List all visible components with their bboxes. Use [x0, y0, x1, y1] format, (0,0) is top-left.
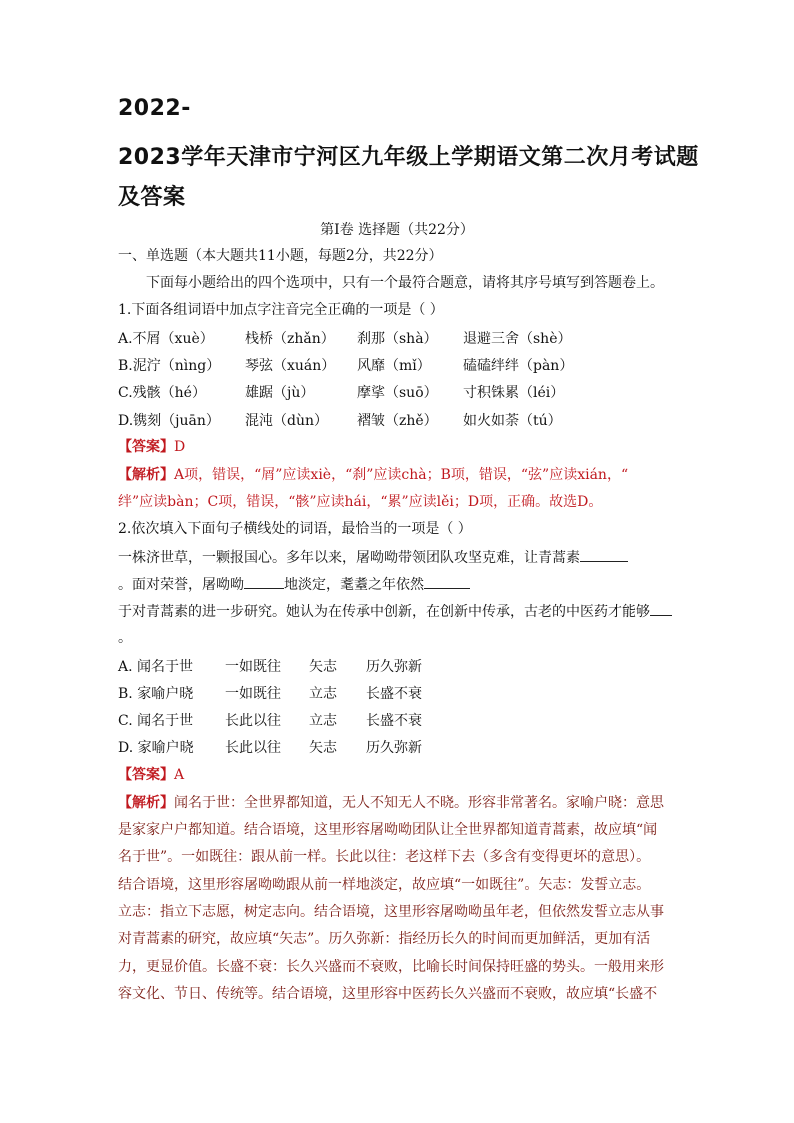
q2-option-d-4: 历久弥新: [366, 740, 422, 756]
q2-option-a-3: 矢志: [309, 659, 337, 675]
part-one-instruction: 下面每小题给出的四个选项中，只有一个最符合题意，请将其序号填写到答题卷上。: [146, 275, 664, 291]
q2-analysis-line-7: 力，更显价值。长盛不衰：长久兴盛而不衰败，比喻长时间保持旺盛的势头。一般用来形: [118, 959, 664, 975]
q1-option-a-1: A.不屑（xuè）: [118, 331, 214, 347]
q2-option-c-3: 立志: [309, 713, 337, 729]
q2-answer: [118, 765, 184, 785]
q2-passage-text-1: 一株济世草，一颗报国心。多年以来，屠呦呦带领团队攻坚克难，让青蒿素: [118, 550, 580, 566]
q2-option-b-3: 立志: [309, 686, 337, 702]
q2-analysis-line-6: 对青蒿素的研究，故应填“矢志”。历久弥新：指经历长久的时间而更加鲜活，更加有活: [118, 931, 651, 947]
q2-analysis-line-1: [118, 793, 664, 813]
q2-passage-text-2a: 。面对荣誉，屠呦呦: [118, 577, 244, 593]
q2-option-a-2: 一如既往: [225, 659, 281, 675]
document-title-line-3: 及答案: [118, 185, 186, 210]
q2-answer-value: A: [174, 767, 185, 783]
q1-option-c-2: 雄踞（jù）: [245, 385, 315, 401]
q2-analysis-line-4: 结合语境，这里形容屠呦呦跟从前一样地淡定，故应填“一如既往”。矢志：发誓立志。: [118, 877, 651, 893]
q1-option-b-4: 磕磕绊绊（pàn）: [463, 358, 574, 374]
q2-stem: 2.依次填入下面句子横线处的词语，最恰当的一项是（ ）: [118, 521, 472, 537]
q1-option-d-3: 褶皱（zhě）: [357, 413, 438, 429]
q1-option-a-3: 刹那（shà）: [357, 331, 438, 347]
q1-analysis-label: 【解析】: [118, 467, 174, 483]
q1-option-a-4: 退避三舍（shè）: [463, 331, 572, 347]
q1-option-a-2: 栈桥（zhǎn）: [245, 331, 335, 347]
q2-option-b-2: 一如既往: [225, 686, 281, 702]
q2-analysis-line-5: 立志：指立下志愿，树定志向。结合语境，这里形容屠呦呦虽年老，但依然发誓立志从事: [118, 904, 664, 920]
q1-analysis-line-2: 绊”应读bàn；C项，错误，“骸”应读hái，“累”应读lěi；D项，正确。故选D。: [118, 494, 603, 510]
q1-answer-value: D: [174, 439, 186, 455]
q1-option-b-2: 琴弦（xuán）: [245, 358, 336, 374]
q1-stem: 1.下面各组词语中加点字注音完全正确的一项是（ ）: [118, 302, 444, 318]
q2-analysis-label: 【解析】: [118, 795, 174, 811]
q2-option-d-3: 矢志: [309, 740, 337, 756]
q2-option-b-4: 长盛不衰: [366, 686, 422, 702]
q2-option-a-4: 历久弥新: [366, 659, 422, 675]
q1-option-d-1: D.镌刻（juān）: [118, 413, 220, 429]
q2-option-c-1: C. 闻名于世: [118, 713, 194, 729]
q1-analysis-text-1: A项，错误，“屑”应读xiè，“刹”应读chà；B项，错误，“弦”应读xián，“: [174, 467, 629, 483]
q1-analysis-line-1: [118, 465, 628, 485]
q2-option-c-2: 长此以往: [225, 713, 281, 729]
document-title-line-1: 2022-: [118, 96, 191, 121]
q2-option-b-1: B. 家喻户晓: [118, 686, 194, 702]
q1-option-c-3: 摩挲（suō）: [357, 385, 438, 401]
q2-passage-line-2: [118, 574, 470, 595]
q1-option-d-4: 如火如荼（tú）: [463, 413, 562, 429]
q1-answer: [118, 437, 185, 457]
section-header: 第Ⅰ卷 选择题（共22分）: [320, 222, 474, 238]
part-one-heading: 一、单选题（本大题共11小题，每题2分，共22分）: [118, 248, 443, 264]
q2-analysis-text-1: 闻名于世：全世界都知道，无人不知无人不晓。形容非常著名。家喻户晓：意思: [174, 795, 664, 811]
q2-blank-3: [424, 574, 470, 589]
q2-analysis-line-3: 名于世”。一如既往：跟从前一样。长此以往：老这样下去（多含有变得更坏的意思）。: [118, 849, 651, 865]
q2-option-a-1: A. 闻名于世: [118, 659, 194, 675]
q2-option-d-2: 长此以往: [225, 740, 281, 756]
q2-passage-line-1: [118, 547, 628, 568]
q2-passage-line-3: [118, 601, 672, 622]
q1-option-b-3: 风靡（mǐ）: [357, 358, 431, 374]
q2-passage-text-2b: 地淡定，耄耋之年依然: [284, 577, 424, 593]
q1-option-b-1: B.泥泞（nìng）: [118, 358, 221, 374]
q2-option-c-4: 长盛不衰: [366, 713, 422, 729]
q1-answer-label: 【答案】: [118, 439, 174, 455]
q2-analysis-line-2: 是家家户户都知道。结合语境，这里形容屠呦呦团队让全世界都知道青蒿素，故应填“闻: [118, 822, 658, 838]
q2-analysis-line-8: 容文化、节日、传统等。结合语境，这里形容中医药长久兴盛而不衰败，故应填“长盛不: [118, 986, 658, 1002]
q2-passage-text-3: 于对青蒿素的进一步研究。她认为在传承中创新，在创新中传承，古老的中医药才能够: [118, 604, 650, 620]
q2-option-d-1: D. 家喻户晓: [118, 740, 194, 756]
q2-blank-4: [650, 601, 672, 616]
q1-option-c-4: 寸积铢累（léi）: [463, 385, 565, 401]
q2-passage-line-4: 。: [118, 630, 132, 646]
document-title-line-2: 2023学年天津市宁河区九年级上学期语文第二次月考试题: [118, 145, 699, 170]
q2-blank-2: [244, 574, 284, 589]
q1-option-d-2: 混沌（dùn）: [245, 413, 328, 429]
q1-option-c-1: C.残骸（hé）: [118, 385, 206, 401]
q2-answer-label: 【答案】: [118, 767, 174, 783]
q2-blank-1: [580, 547, 628, 562]
